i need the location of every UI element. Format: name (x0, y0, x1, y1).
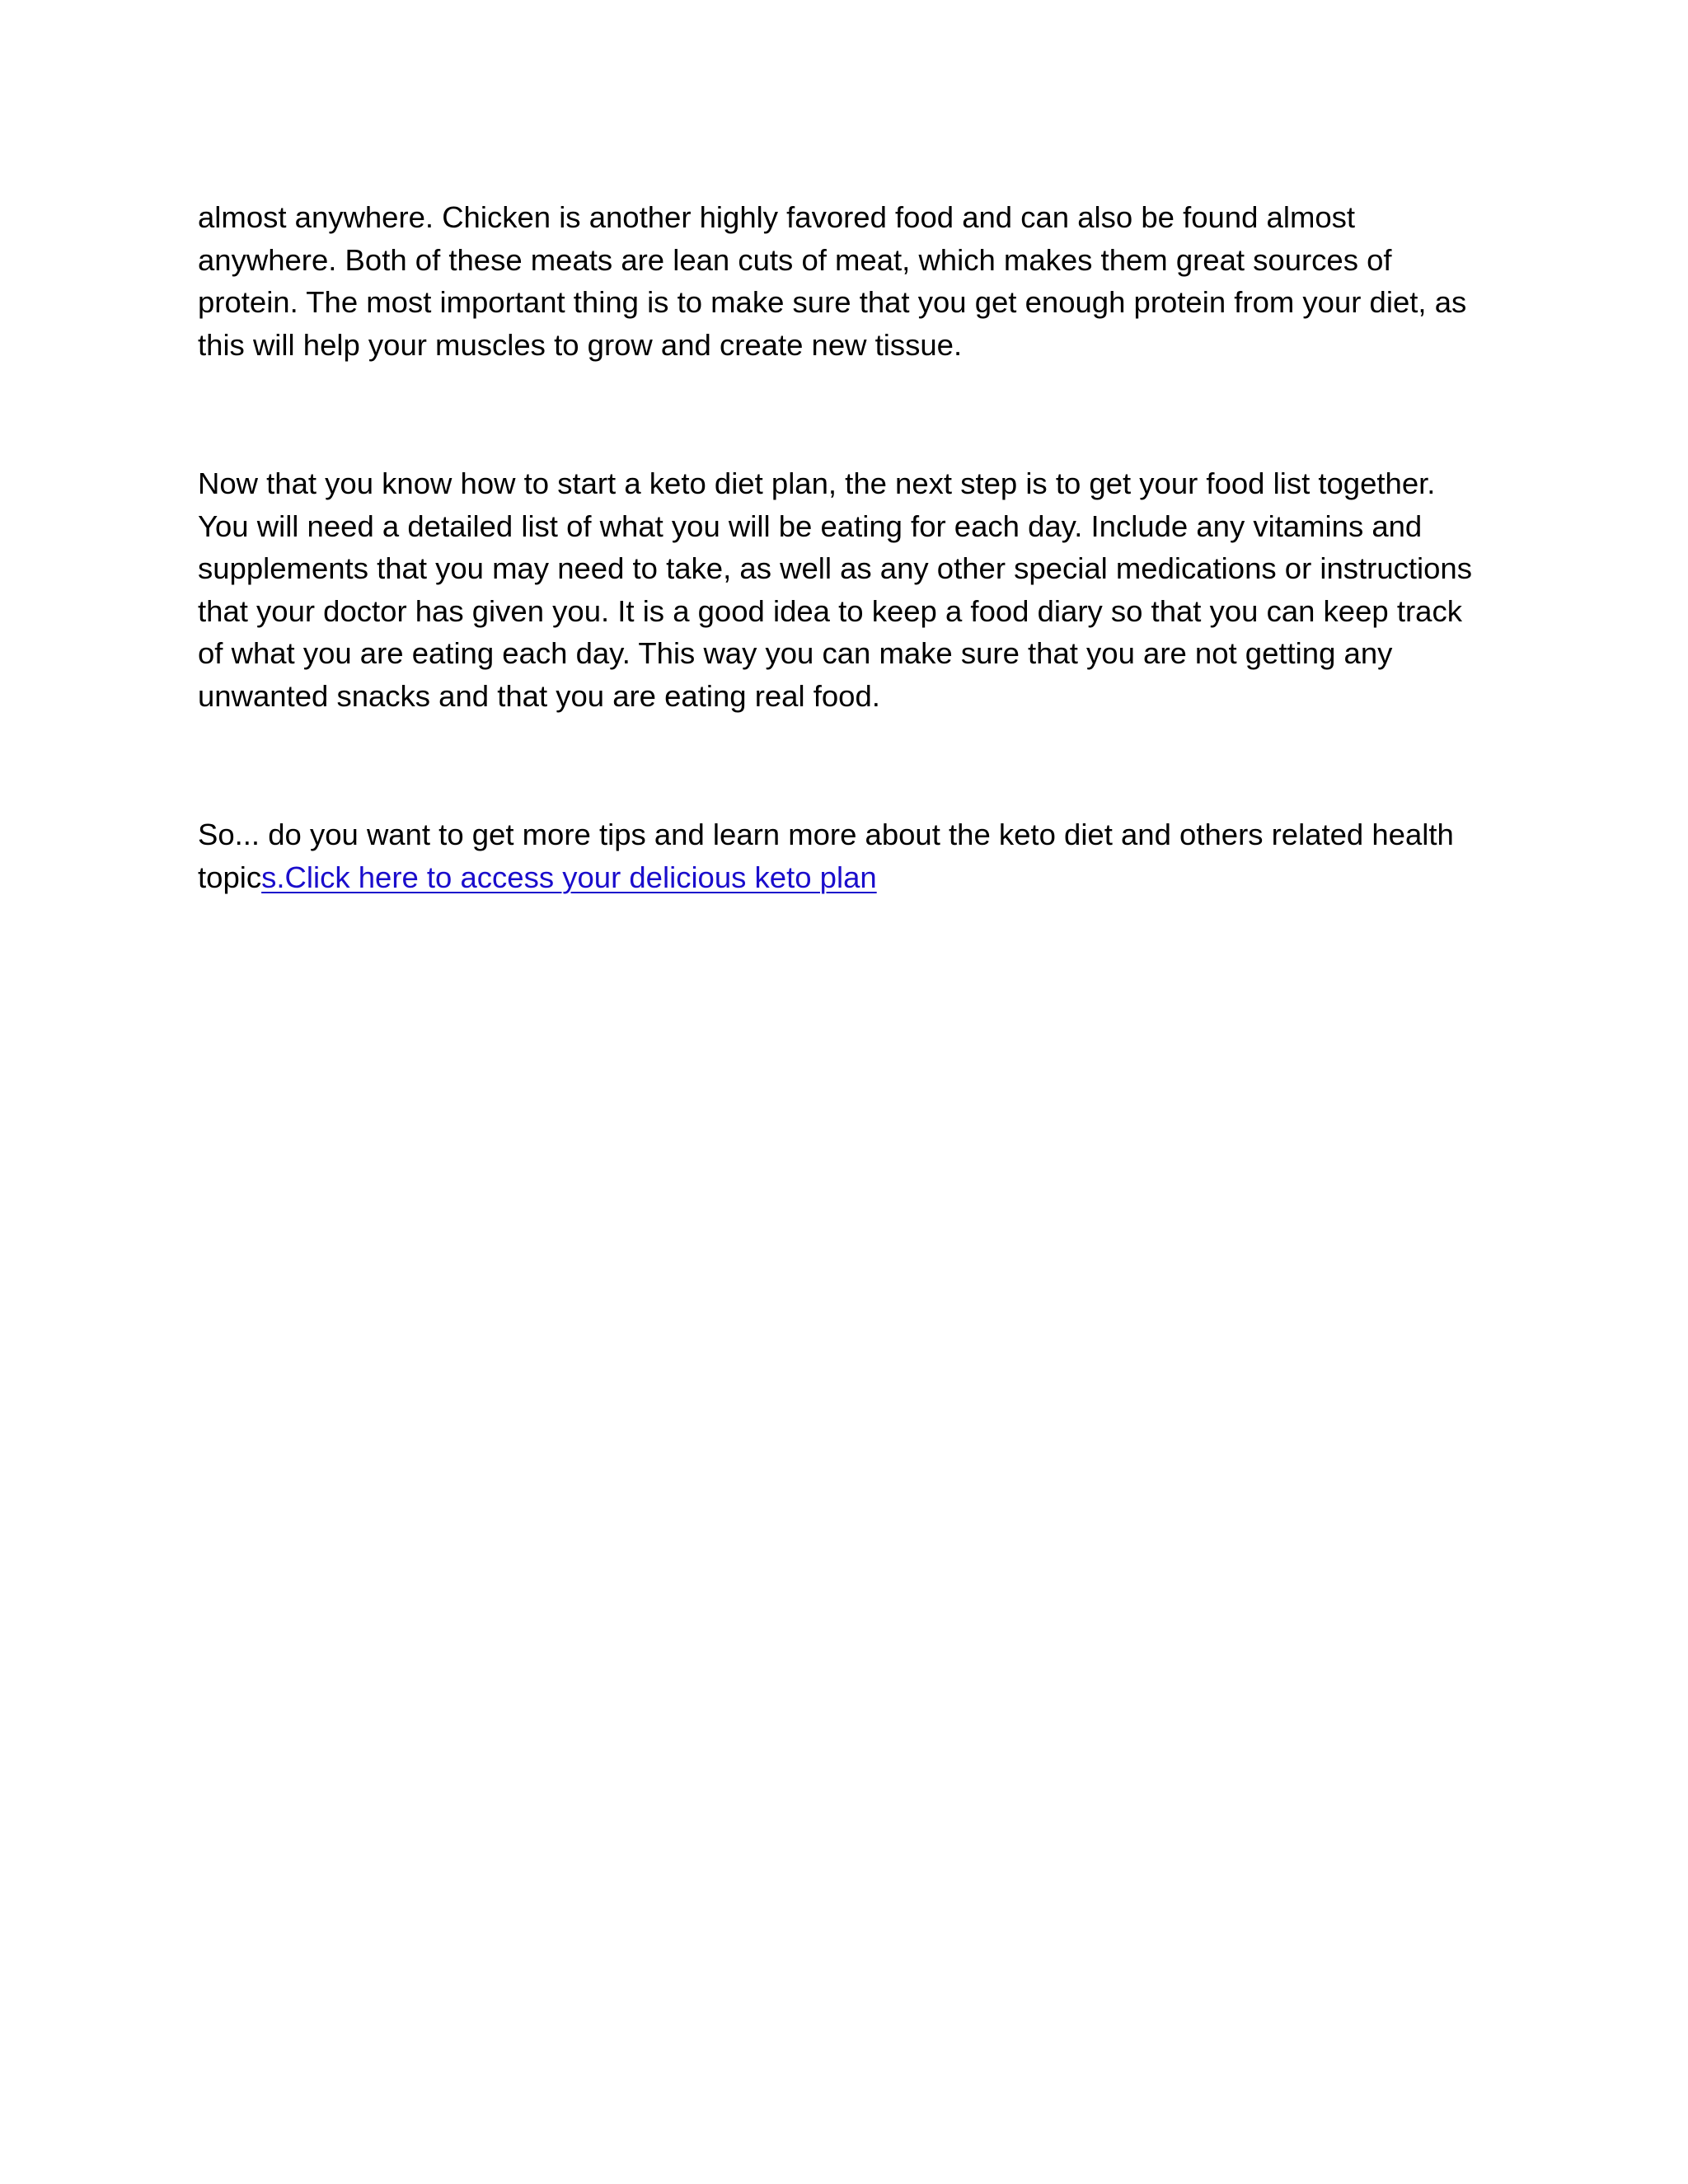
text-line: unwanted snacks and that you are eating real food. (198, 678, 880, 713)
text-line: this will help your muscles to grow and create new tissue. (198, 327, 963, 362)
text-line: almost anywhere. Chicken is another highly favored food and can also be found almost (198, 200, 1356, 234)
text-line: of what you are eating each day. This way you can make sure that you are not getting any (198, 636, 1393, 670)
text-line-with-link (198, 856, 1517, 899)
text-prefix: topic (198, 860, 262, 894)
paragraph-call-to-action (198, 813, 1517, 898)
text-line: that your doctor has given you. It is a good idea to keep a food diary so that you can keep track (198, 593, 1462, 628)
document-body (198, 196, 1517, 898)
paragraph-food-list (198, 462, 1517, 717)
paragraph-protein-sources (198, 196, 1517, 366)
text-line: supplements that you may need to take, as well as any other special medications or instructions (198, 551, 1472, 585)
keto-plan-link[interactable]: s.Click here to access your delicious keto plan (261, 860, 877, 894)
text-line: protein. The most important thing is to make sure that you get enough protein from your diet, as (198, 285, 1467, 319)
text-line: So... do you want to get more tips and learn more about the keto diet and others related health (198, 818, 1454, 851)
text-line: Now that you know how to start a keto diet plan, the next step is to get your food list together. (198, 466, 1436, 500)
text-line: anywhere. Both of these meats are lean cuts of meat, which makes them great sources of (198, 242, 1392, 277)
text-line: You will need a detailed list of what you will be eating for each day. Include any vitamins and (198, 509, 1423, 543)
